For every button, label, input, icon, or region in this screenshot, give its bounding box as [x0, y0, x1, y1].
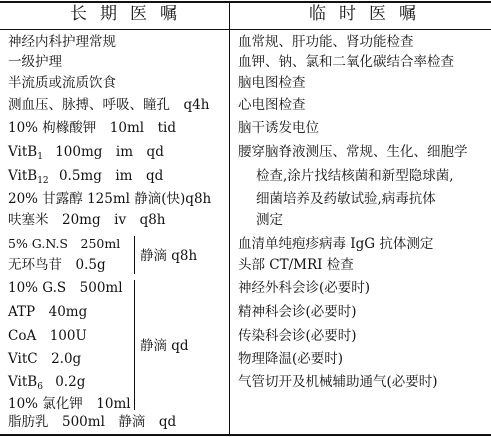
vitb6-subscript: 6 — [37, 382, 43, 392]
vitb6-dose: 0.2g — [55, 374, 86, 390]
temp-order-8: 细菌培养及药敏试验,病毒抗体 — [256, 191, 436, 207]
long-order-4: 测血压、脉搏、呼吸、瞳孔 q4h — [8, 97, 210, 113]
header-rule — [0, 29, 491, 30]
temp-order-16: 气管切开及机械辅助通气(必要时) — [238, 374, 438, 390]
long-order-last: 脂肪乳 500ml 静滴 qd — [8, 414, 177, 430]
long-order-vitb12 — [8, 170, 163, 184]
temp-order-14: 传染科会诊(必要时) — [238, 328, 357, 344]
vitb1-dose: 100mg im qd — [55, 144, 164, 160]
top-rule — [0, 1, 491, 3]
drip1-item-1: 5% G.N.S 250ml — [8, 236, 121, 251]
temp-order-3: 脑电图检查 — [238, 75, 306, 91]
temp-order-13: 精神科会诊(必要时) — [238, 304, 357, 320]
temp-order-9: 测定 — [256, 212, 283, 228]
vitb12-name: VitB — [8, 168, 38, 184]
temp-order-4: 心电图检查 — [238, 97, 306, 113]
drip2-item-3: CoA 100U — [8, 328, 87, 344]
temp-order-15: 物理降温(必要时) — [238, 351, 344, 367]
drip2-item-4: VitC 2.0g — [8, 351, 82, 367]
vitb12-subscript: 12 — [37, 176, 49, 186]
drip1-item-2: 无环鸟苷 0.5g — [8, 257, 106, 273]
temp-order-11: 头部 CT/MRI 检查 — [238, 257, 354, 273]
vitb1-subscript: 1 — [37, 152, 43, 162]
temp-order-12: 神经外科会诊(必要时) — [238, 280, 371, 296]
vitb12-dose: 0.5mg im qd — [58, 168, 164, 184]
vitb1-name: VitB — [8, 144, 38, 160]
drip1-bracket — [134, 236, 135, 274]
long-order-8: 20% 甘露醇 125ml 静滴(快)q8h — [8, 191, 212, 207]
drip2-label: 静滴 qd — [140, 338, 189, 354]
drip2-item-1: 10% G.S 500ml — [8, 280, 123, 296]
long-order-9: 呋塞米 20mg iv q8h — [8, 212, 166, 228]
temp-order-2: 血钾、钠、氯和二氧化碳结合率检查 — [238, 54, 454, 70]
drip2-item-6: 10% 氯化钾 10ml — [8, 396, 131, 412]
long-order-vitb1 — [8, 146, 164, 160]
temporary-header: 临时医嘱 — [309, 4, 429, 24]
temp-order-1: 血常规、肝功能、肾功能检查 — [238, 34, 414, 50]
bottom-rule — [0, 434, 491, 436]
drip1-label: 静滴 q8h — [140, 248, 198, 264]
drip2-item-vitb6 — [8, 376, 85, 390]
vitb6-name: VitB — [8, 374, 38, 390]
column-divider — [229, 1, 230, 436]
drip2-item-2: ATP 40mg — [8, 304, 88, 320]
long-order-2: 一级护理 — [8, 54, 62, 70]
long-order-3: 半流质或流质饮食 — [8, 75, 116, 91]
drip2-bracket — [134, 280, 135, 410]
long-term-header: 长期医嘱 — [70, 4, 190, 24]
temp-order-5: 脑干诱发电位 — [238, 120, 319, 136]
temp-order-7: 检查,涂片找结核菌和新型隐球菌, — [256, 168, 454, 184]
long-order-5: 10% 枸橼酸钾 10ml tid — [8, 120, 176, 136]
long-order-1: 神经内科护理常规 — [8, 34, 116, 50]
temp-order-10: 血清单纯疱疹病毒 IgG 抗体测定 — [238, 236, 434, 252]
temp-order-6: 腰穿脑脊液测压、常规、生化、细胞学 — [238, 144, 468, 160]
